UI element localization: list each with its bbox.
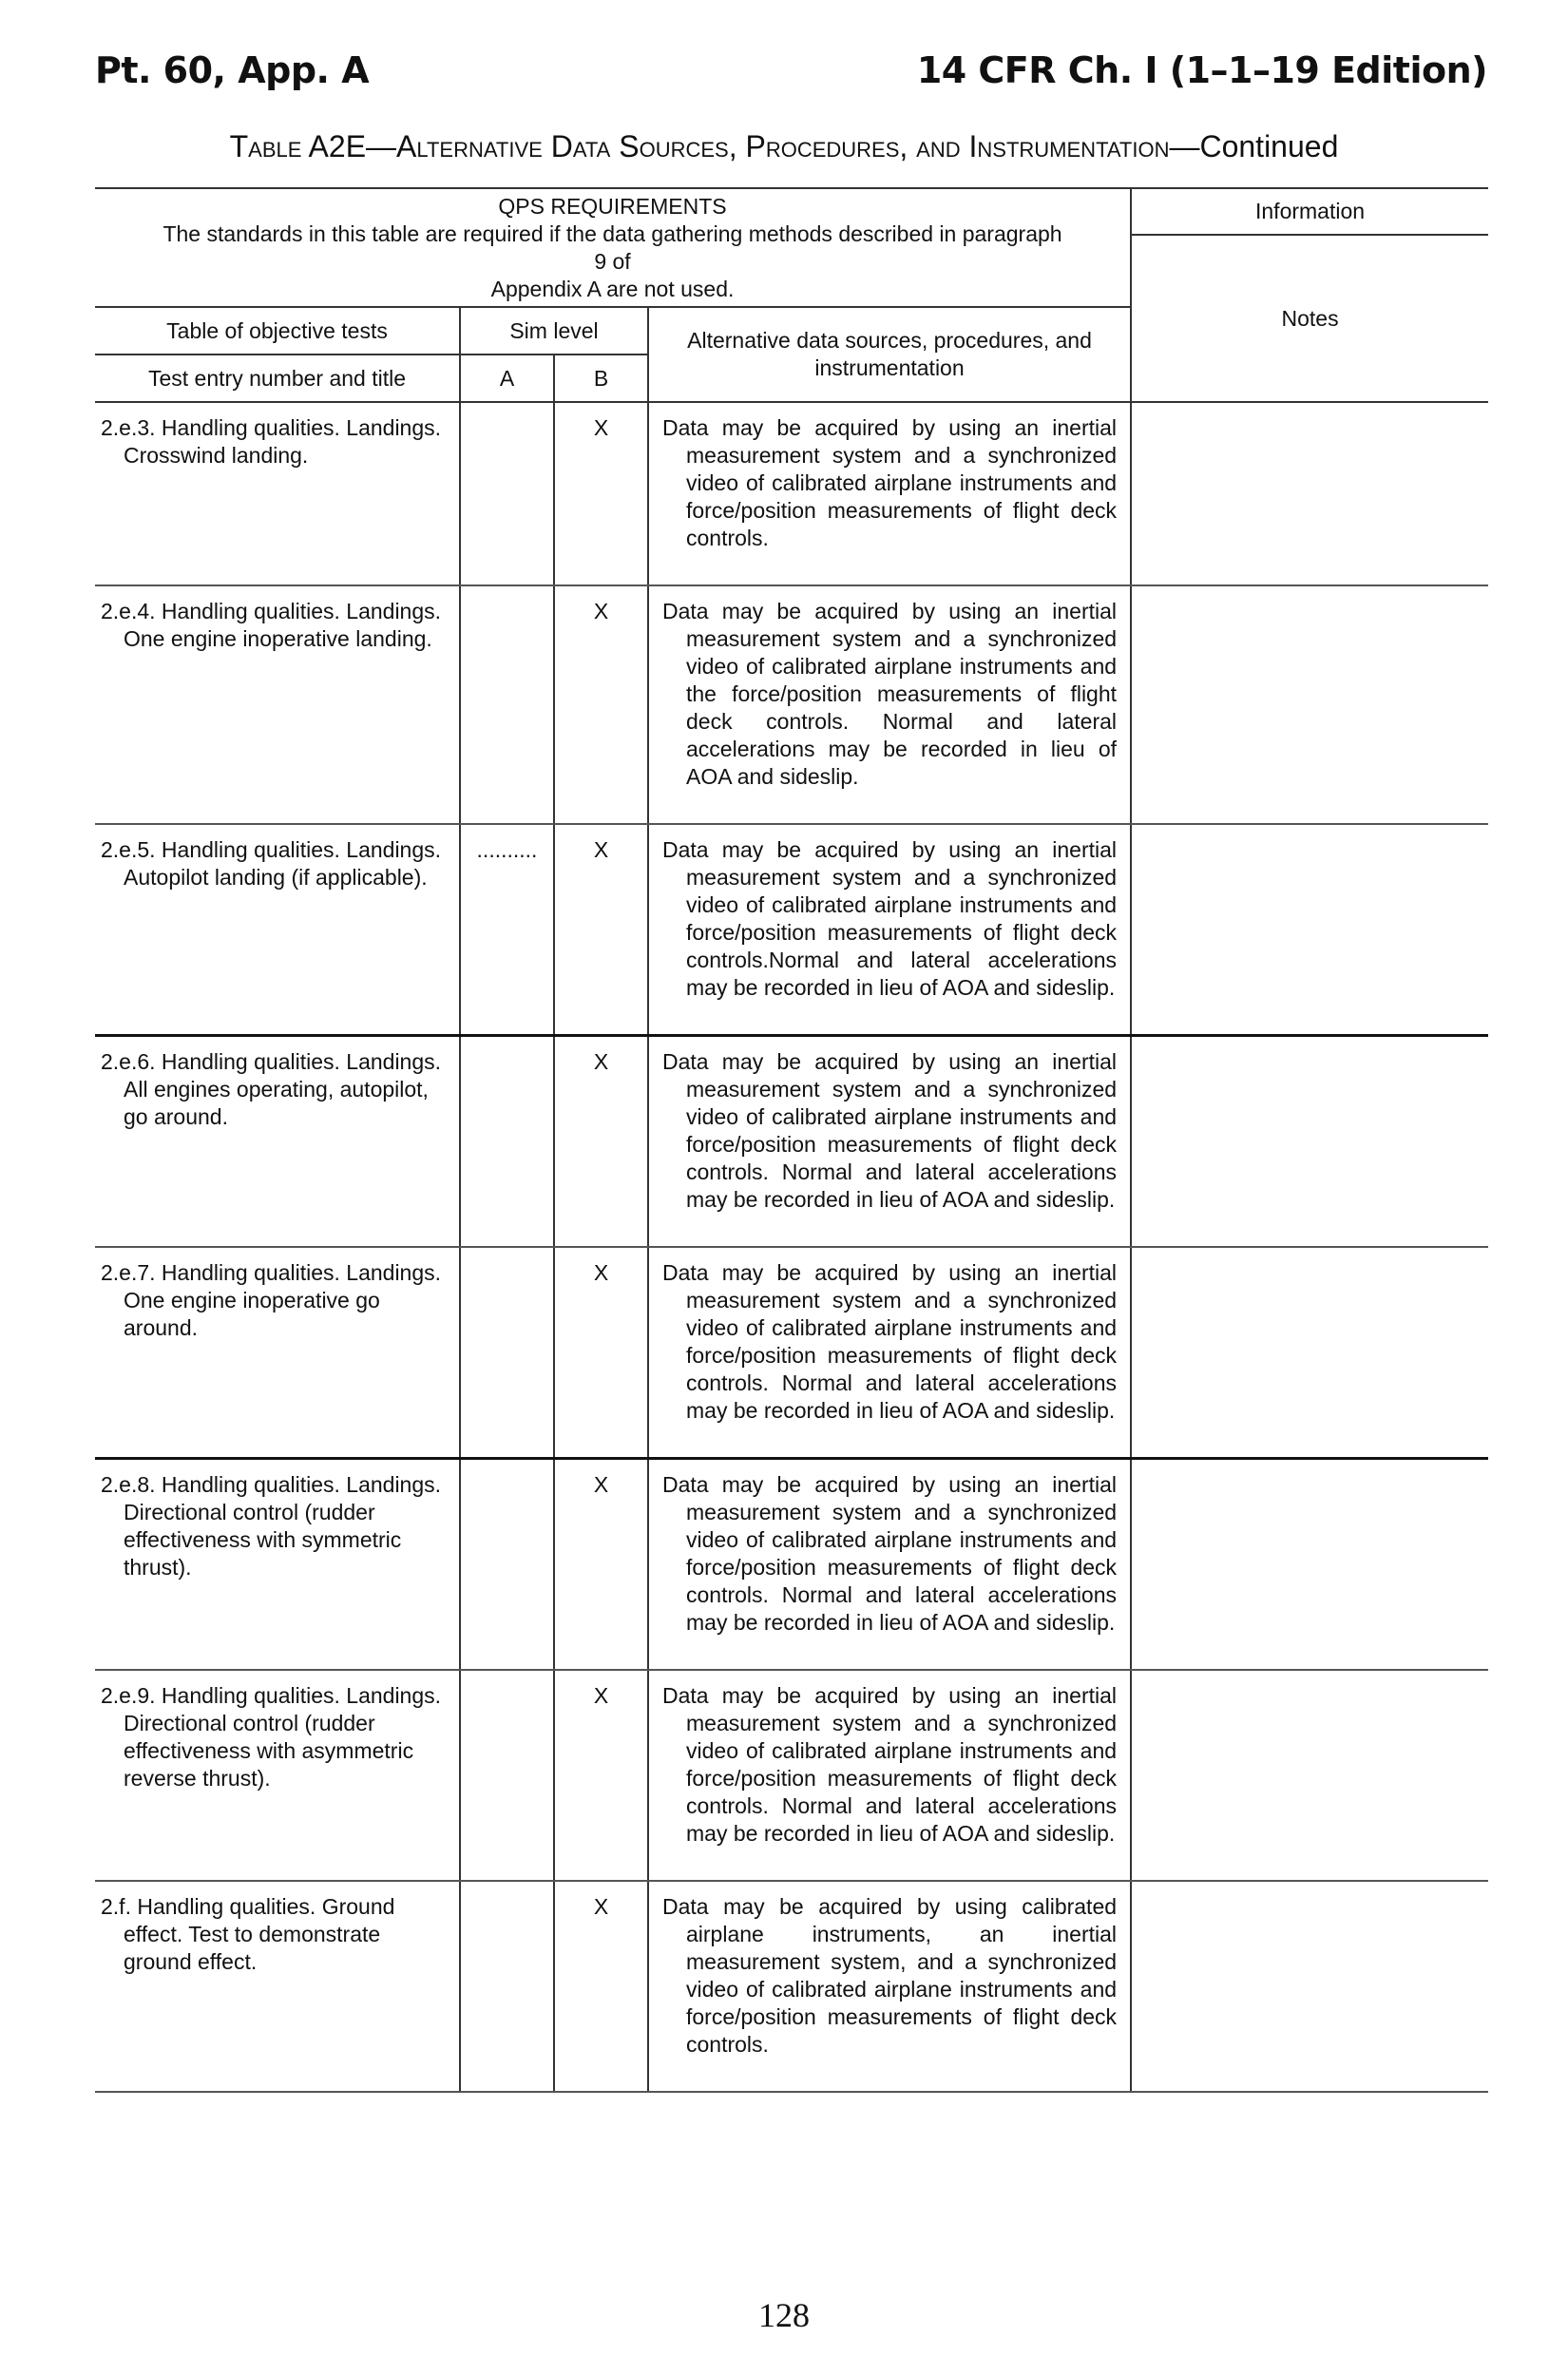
- table-title-name: Table A2E: [229, 129, 367, 163]
- test-entry-cell: 2.e.5. Handling qualities. Landings. Autopilot landing (if applicable).: [95, 824, 460, 1036]
- level-a-cell: [460, 402, 554, 585]
- sim-level-header: Sim level: [460, 307, 648, 354]
- notes-cell: [1131, 402, 1488, 585]
- table-title: [0, 129, 1568, 164]
- notes-cell: [1131, 1881, 1488, 2092]
- table-row: [95, 585, 1488, 824]
- table-of-objective-tests-header: Table of objective tests: [95, 307, 460, 354]
- table-title-suffix: —Continued: [1169, 129, 1339, 163]
- level-a-cell: [460, 1036, 554, 1248]
- qps-line-2: 9 of: [594, 248, 631, 274]
- alternative-sources-header: Alternative data sources, procedures, and instrumentation: [648, 307, 1131, 402]
- qps-requirements-header: [95, 188, 1131, 307]
- alternative-cell: [648, 402, 1131, 585]
- alternative-cell: [648, 824, 1131, 1036]
- table-row: [95, 1881, 1488, 2092]
- table-row: [95, 402, 1488, 585]
- alternative-cell: [648, 1459, 1131, 1671]
- test-entry-cell: 2.e.4. Handling qualities. Landings. One engine inoperative landing.: [95, 585, 460, 824]
- alternative-cell: [648, 1670, 1131, 1881]
- table-row: [95, 1459, 1488, 1671]
- table-title-dash: —: [366, 129, 397, 163]
- alternative-cell: [648, 585, 1131, 824]
- information-header: Information: [1131, 188, 1488, 235]
- level-a-cell: [460, 1881, 554, 2092]
- qps-line-1: The standards in this table are required if the data gathering methods described in paragraph: [163, 220, 1062, 246]
- test-entry-cell: 2.e.3. Handling qualities. Landings. Crosswind landing.: [95, 402, 460, 585]
- level-b-cell: X: [554, 1036, 648, 1248]
- notes-cell: [1131, 1247, 1488, 1459]
- notes-cell: [1131, 1670, 1488, 1881]
- qps-line-3: Appendix A are not used.: [490, 276, 735, 301]
- level-a-cell: [460, 585, 554, 824]
- level-b-cell: X: [554, 1670, 648, 1881]
- alternative-cell: [648, 1036, 1131, 1248]
- test-entry-cell: 2.e.9. Handling qualities. Landings. Directional control (rudder effectiveness with asymmetric reverse thrust).: [95, 1670, 460, 1881]
- level-b-cell: X: [554, 824, 648, 1036]
- test-entry-cell: 2.f. Handling qualities. Ground effect. Test to demonstrate ground effect.: [95, 1881, 460, 2092]
- running-header-edition: 14 CFR Ch. I (1–1–19 Edition): [916, 49, 1487, 91]
- test-entry-cell: 2.e.6. Handling qualities. Landings. All engines operating, autopilot, go around.: [95, 1036, 460, 1248]
- level-a-cell: [460, 1670, 554, 1881]
- notes-cell: [1131, 1459, 1488, 1671]
- level-b-header: B: [554, 354, 648, 402]
- qps-title: QPS REQUIREMENTS: [498, 193, 727, 219]
- table-row: [95, 824, 1488, 1036]
- notes-cell: [1131, 1036, 1488, 1248]
- level-b-cell: X: [554, 585, 648, 824]
- table-row: [95, 1247, 1488, 1459]
- level-a-cell: [460, 1459, 554, 1671]
- notes-cell: [1131, 824, 1488, 1036]
- alternative-cell: [648, 1881, 1131, 2092]
- test-entry-cell: 2.e.7. Handling qualities. Landings. One engine inoperative go around.: [95, 1247, 460, 1459]
- alternative-text: Data may be acquired by using an inertial measurement system and a synchronized video of calibrated airplane instruments and force/position measurements of flight deck controls. Normal and lateral accelerations may be recorded in lieu of AOA and sideslip.: [662, 1260, 1118, 1423]
- alternative-text: Data may be acquired by using an inertial measurement system and a synchronized video of calibrated airplane instruments and the force/position measurements of flight deck controls. Normal and lateral accelerations may be recorded in lieu of AOA and sideslip.: [662, 599, 1118, 789]
- table-row: [95, 1670, 1488, 1881]
- level-b-cell: X: [554, 1247, 648, 1459]
- notes-header: Notes: [1131, 235, 1488, 402]
- alternative-text: Data may be acquired by using an inertial measurement system and a synchronized video of calibrated airplane instruments and force/position measurements of flight deck controls. Normal and lateral accelerations may be recorded in lieu of AOA and sideslip.: [662, 1049, 1118, 1212]
- level-b-cell: X: [554, 1459, 648, 1671]
- alternative-text: Data may be acquired by using calibrated airplane instruments, an inertial measurement system, and a synchronized video of calibrated airplane instruments and force/position measurements of flight deck controls.: [662, 1894, 1118, 2057]
- alternative-text: Data may be acquired by using an inertial measurement system and a synchronized video of calibrated airplane instruments and force/position measurements of flight deck controls. Normal and lateral accelerations may be recorded in lieu of AOA and sideslip.: [662, 1472, 1118, 1635]
- level-b-cell: X: [554, 1881, 648, 2092]
- level-a-cell: ..........: [460, 824, 554, 1036]
- level-a-cell: [460, 1247, 554, 1459]
- alternative-text: Data may be acquired by using an inertial measurement system and a synchronized video of calibrated airplane instruments and force/position measurements of flight deck controls. Normal and lateral accelerations may be recorded in lieu of AOA and sideslip.: [662, 1683, 1118, 1846]
- table-row: [95, 1036, 1488, 1248]
- level-b-cell: X: [554, 402, 648, 585]
- table-title-caption: Alternative Data Sources, Procedures, and Instrumentation: [396, 129, 1170, 163]
- alternative-data-table: [95, 187, 1488, 2093]
- running-header-part: Pt. 60, App. A: [95, 49, 370, 91]
- alternative-text: Data may be acquired by using an inertial measurement system and a synchronized video of calibrated airplane instruments and force/position measurements of flight deck controls.: [662, 415, 1118, 550]
- alternative-text: Data may be acquired by using an inertial measurement system and a synchronized video of calibrated airplane instruments and force/position measurements of flight deck controls.Normal and lateral accelerations may be recorded in lieu of AOA and sideslip.: [662, 837, 1118, 1000]
- test-entry-header: Test entry number and title: [95, 354, 460, 402]
- alternative-cell: [648, 1247, 1131, 1459]
- notes-cell: [1131, 585, 1488, 824]
- test-entry-cell: 2.e.8. Handling qualities. Landings. Directional control (rudder effectiveness with symmetric thrust).: [95, 1459, 460, 1671]
- page-number: 128: [758, 2296, 810, 2334]
- level-a-header: A: [460, 354, 554, 402]
